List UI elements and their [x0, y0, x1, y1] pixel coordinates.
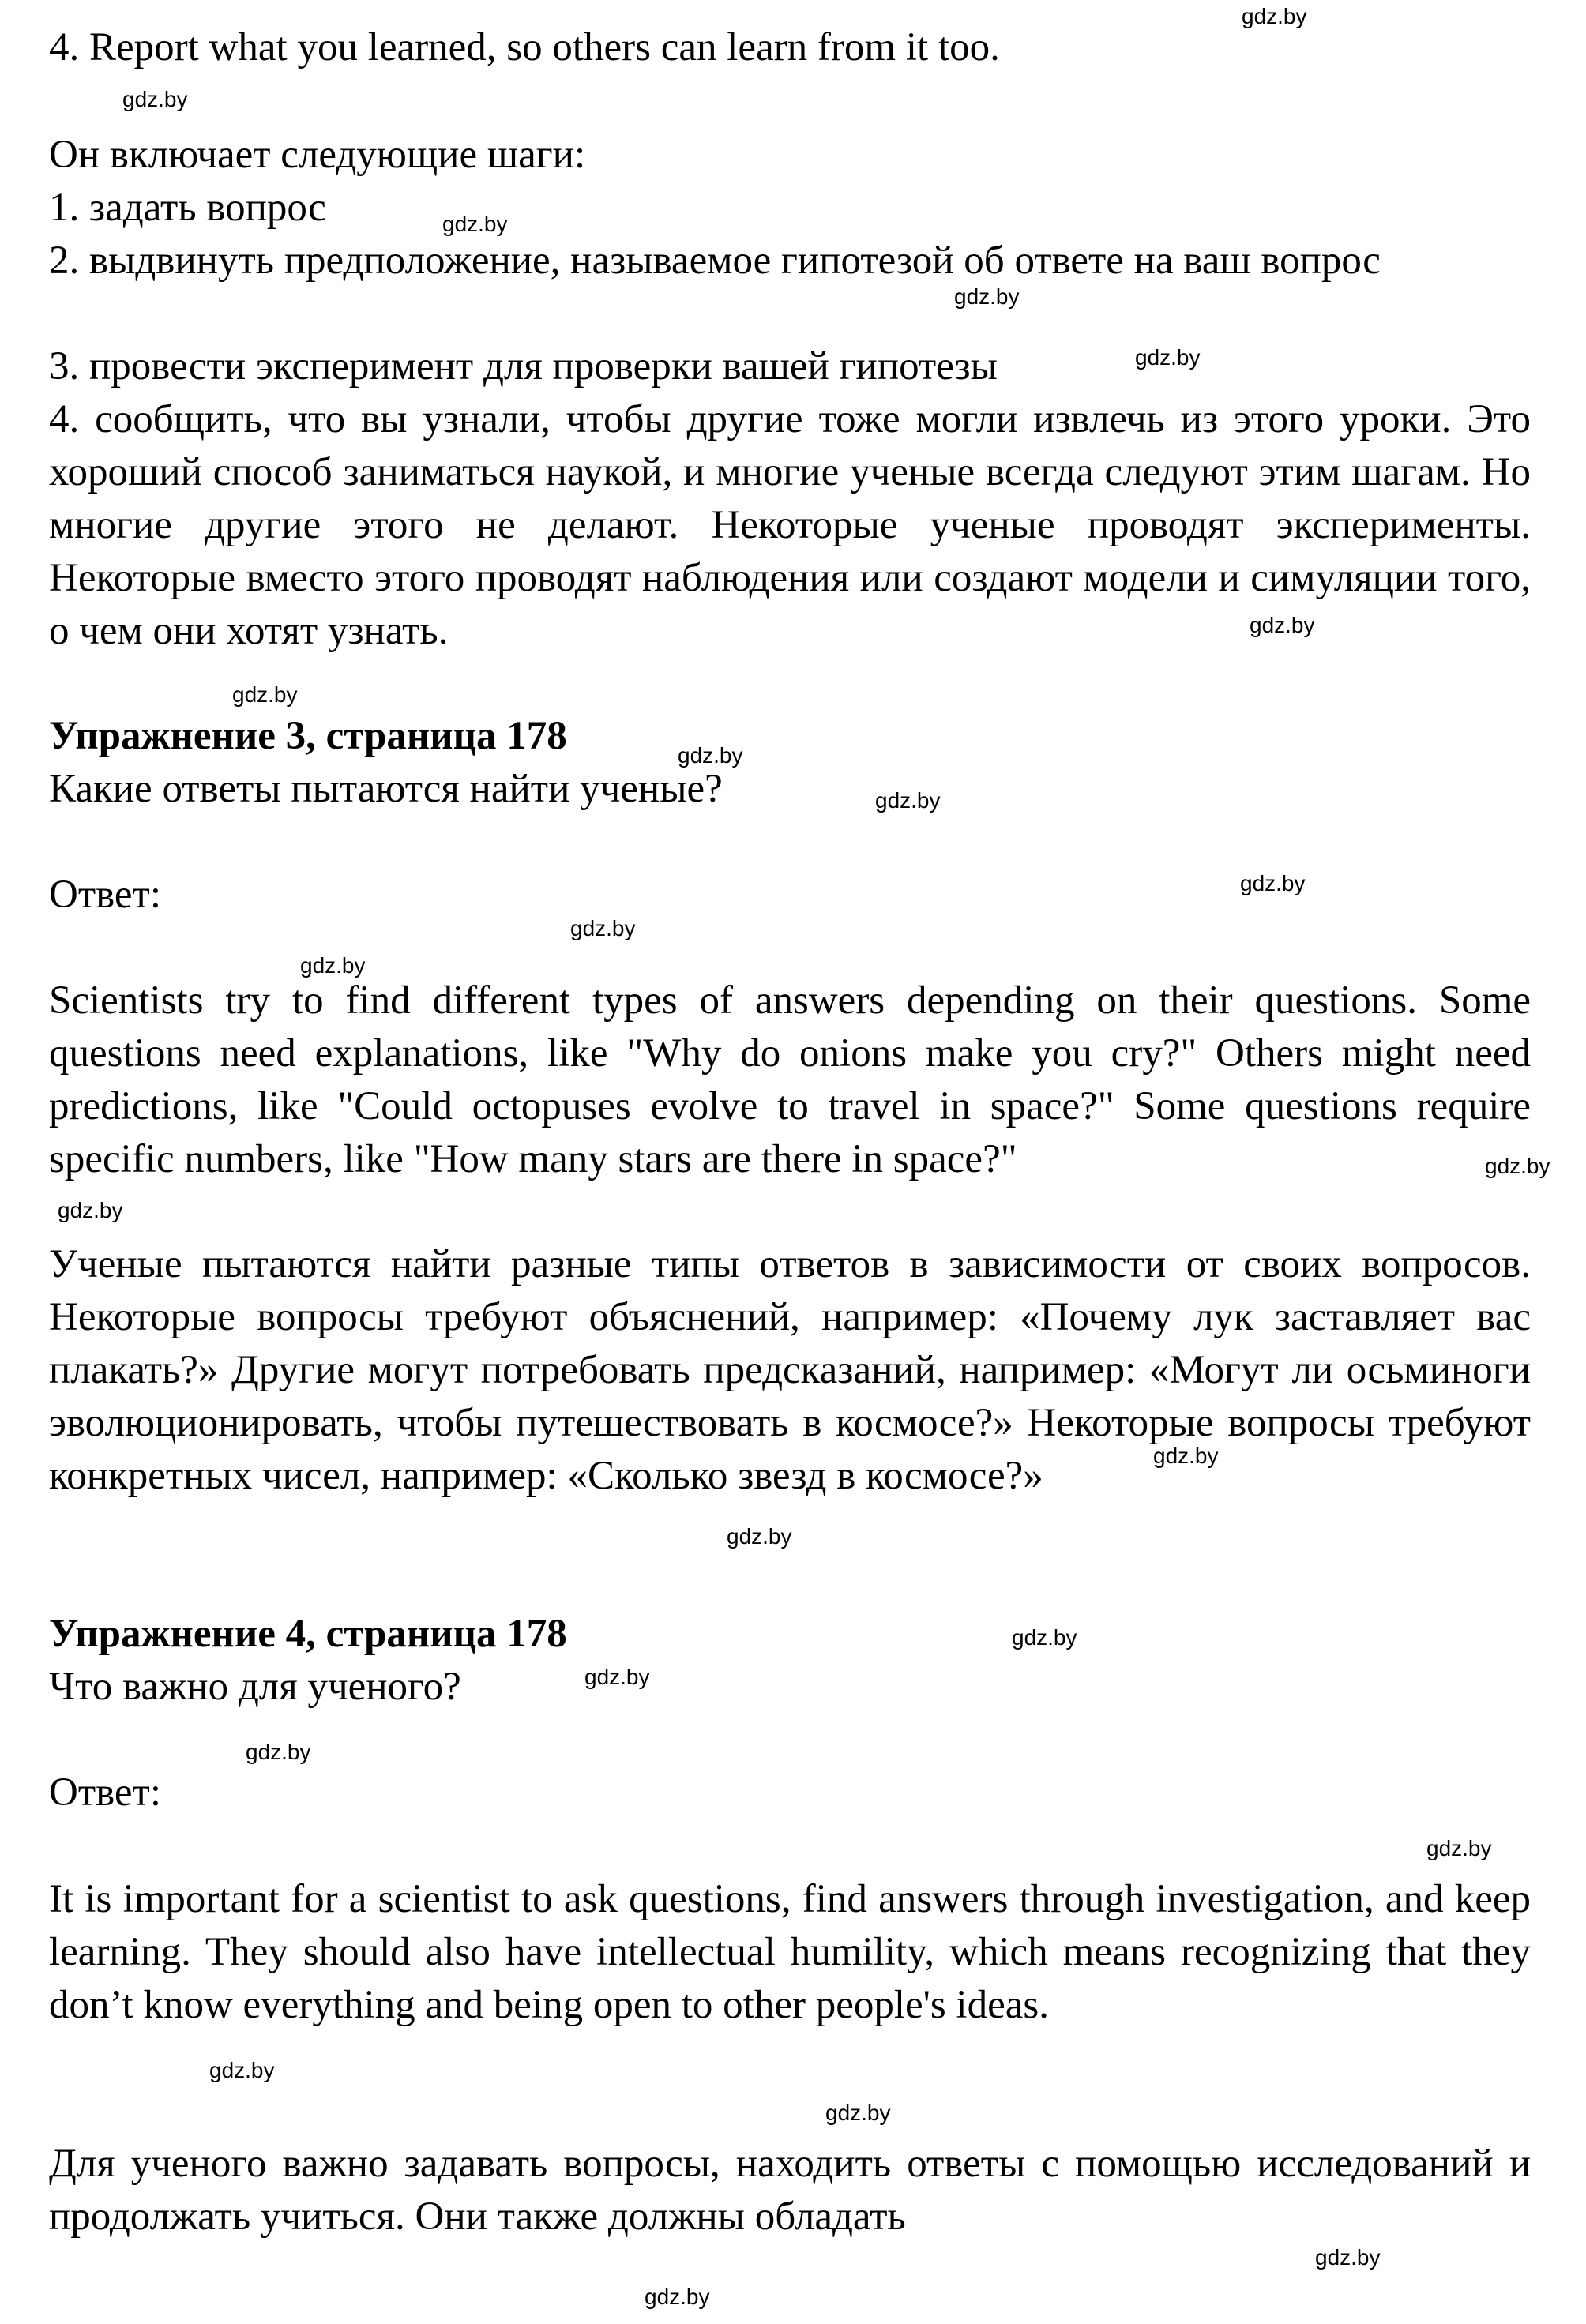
watermark: gdz.by [209, 2058, 275, 2082]
watermark: gdz.by [645, 2285, 710, 2309]
exercise4-heading: Упражнение 4, страница 178 [49, 1612, 567, 1656]
intro-step1: 1. задать вопрос [49, 186, 326, 230]
watermark: gdz.by [300, 953, 366, 978]
intro-en-step4: 4. Report what you learned, so others can learn from it too. [49, 25, 1000, 69]
intro-step3: 3. провести эксперимент для проверки вашей гипотезы [49, 344, 998, 389]
watermark: gdz.by [246, 1740, 311, 1764]
watermark: gdz.by [1250, 613, 1315, 637]
watermark: gdz.by [875, 788, 941, 813]
watermark: gdz.by [122, 87, 188, 111]
exercise3-heading: Упражнение 3, страница 178 [49, 714, 567, 758]
watermark: gdz.by [570, 916, 636, 940]
watermark: gdz.by [58, 1198, 123, 1222]
exercise4-answer-ru: Для ученого важно задавать вопросы, находить ответы с помощью исследований и продолжать учиться. Они также должны обладать [49, 2142, 1531, 2239]
watermark: gdz.by [1485, 1154, 1550, 1178]
exercise3-answer-ru: Ученые пытаются найти разные типы ответов в зависимости от своих вопросов. Некоторые вопросы требуют объяснений, например: «Почему лук заставляет вас плакать?» Другие могут потребовать предсказаний, например: «Могут ли осьминоги эволюционировать, чтобы путешествовать в космосе?» Некоторые вопросы требуют конкретных чисел, например: «Сколько звезд в космосе?» [49, 1242, 1531, 1498]
watermark: gdz.by [442, 212, 508, 236]
watermark: gdz.by [232, 682, 298, 707]
watermark: gdz.by [1426, 1836, 1492, 1860]
intro-step4: 4. сообщить, что вы узнали, чтобы другие тоже могли извлечь из этого уроки. Это хороший способ заниматься наукой, и многие ученые всегда следуют этим шагам. Но многие другие этого не делают. Некоторые ученые проводят эксперименты. Некоторые вместо этого проводят наблюдения или создают модели и симуляции того, о чем они хотят узнать. [49, 397, 1531, 653]
watermark: gdz.by [1242, 4, 1307, 28]
intro-step2: 2. выдвинуть предположение, называемое гипотезой об ответе на ваш вопрос [49, 238, 1381, 283]
exercise3-answer-en: Scientists try to find different types of answers depending on their questions. Some questions need explanations, like "Why do onions make you cry?" Others might need predictions, like "Could octopuses evolve to travel in space?" Some questions require specific numbers, like "How many stars are there in space?" [49, 978, 1531, 1181]
intro-lead: Он включает следующие шаги: [49, 133, 586, 177]
exercise3-answer-label: Ответ: [49, 873, 161, 917]
exercise4-question: Что важно для ученого? [49, 1665, 461, 1709]
exercise4-answer-label: Ответ: [49, 1770, 161, 1815]
watermark: gdz.by [678, 743, 743, 768]
watermark: gdz.by [954, 284, 1020, 309]
watermark: gdz.by [825, 2101, 891, 2125]
watermark: gdz.by [727, 1524, 792, 1549]
watermark: gdz.by [584, 1665, 650, 1689]
watermark: gdz.by [1012, 1625, 1077, 1650]
watermark: gdz.by [1153, 1444, 1219, 1468]
watermark: gdz.by [1315, 2245, 1381, 2270]
watermark: gdz.by [1135, 345, 1201, 370]
exercise4-answer-en: It is important for a scientist to ask questions, find answers through investigation, and keep learning. They should also have intellectual humility, which means recognizing that they don’t know everything and being open to other people's ideas. [49, 1877, 1531, 2027]
watermark: gdz.by [1240, 871, 1306, 895]
exercise3-question: Какие ответы пытаются найти ученые? [49, 767, 723, 811]
